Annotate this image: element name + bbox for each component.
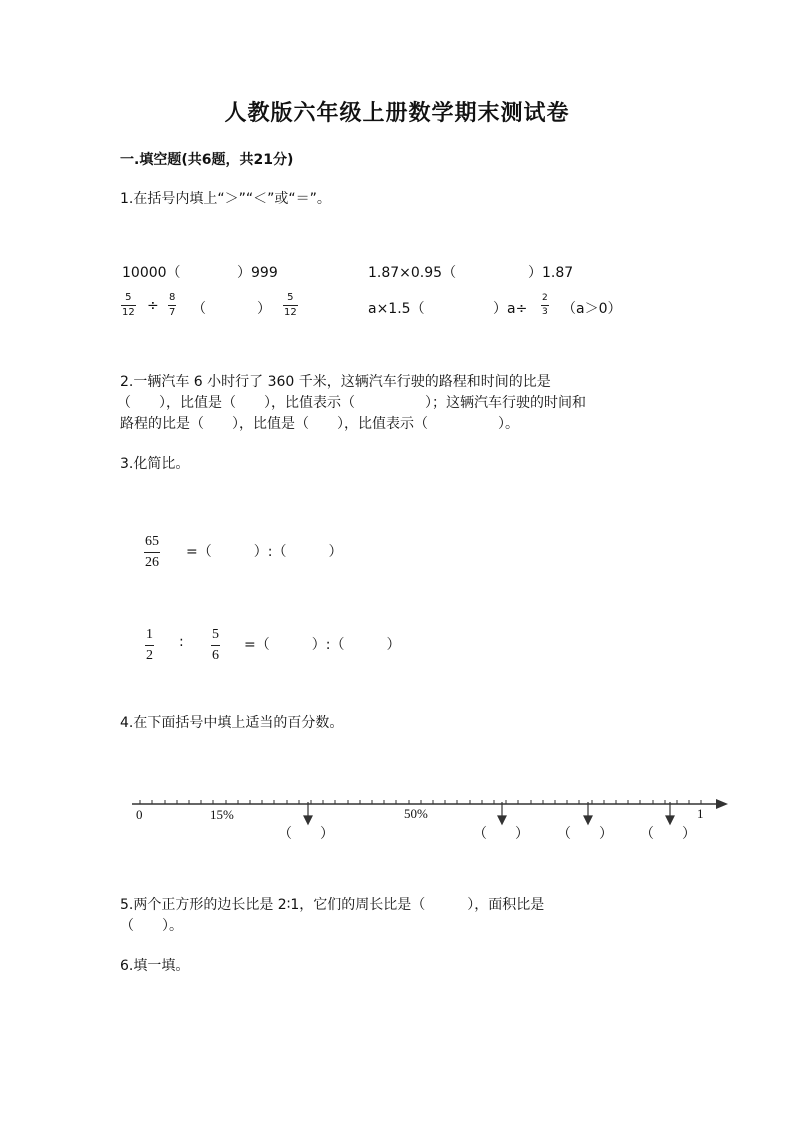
number-line-label-50-percent: 50% <box>404 806 428 821</box>
q1-blank-open: （ <box>192 301 206 317</box>
q1-condition: （a＞0） <box>562 301 622 317</box>
question-2-line-2: （ ），比值是（ ），比值表示（ ）；这辆汽车行驶的时间和 <box>117 395 586 411</box>
question-1-prompt: 1.在括号内填上“＞”“＜”或“＝”。 <box>120 191 331 207</box>
number-line-label-1: 1 <box>697 806 704 821</box>
q1-blank-close: ） <box>257 301 271 317</box>
number-line-label-0: 0 <box>136 807 143 822</box>
q1-divide-sign: ÷ <box>147 298 159 314</box>
question-6-prompt: 6.填一填。 <box>120 958 190 974</box>
q1-fraction-2-3: 2 3 <box>542 293 548 317</box>
number-line-down-arrows <box>304 802 674 824</box>
number-line-label-15-percent: 15% <box>210 807 234 822</box>
number-line-blank-3: （ ） <box>557 826 613 842</box>
question-2-line-1: 2.一辆汽车 6 小时行了 360 千米，这辆汽车行驶的路程和时间的比是 <box>120 374 551 390</box>
q1-fraction-5-12-b: 5 12 <box>284 292 297 318</box>
number-line-arrowhead <box>716 799 728 809</box>
question-3-prompt: 3.化简比。 <box>120 456 190 472</box>
number-line-blank-4: （ ） <box>640 826 696 842</box>
question-5-line-1: 5.两个正方形的边长比是 2∶1，它们的周长比是（ ），面积比是 <box>120 897 545 913</box>
number-line-blank-2: （ ） <box>473 826 529 842</box>
section-heading: 一.填空题(共6题，共21分) <box>120 152 294 168</box>
number-line-blank-1: （ ） <box>278 826 334 842</box>
q3-fraction-5-6: 5 6 <box>212 627 219 663</box>
q3-colon: : <box>179 634 184 650</box>
q1-compare-b-right: ）1.87 <box>528 265 574 281</box>
q3-fraction-65-26: 65 26 <box>145 534 159 570</box>
question-2-line-3: 路程的比是（ ），比值是（ ），比值表示（ ）。 <box>120 416 519 432</box>
page-title: 人教版六年级上册数学期末测试卷 <box>224 100 570 126</box>
q1-compare-a-right: ）999 <box>237 265 278 281</box>
q1-fraction-8-7: 8 7 <box>169 292 176 318</box>
q1-fraction-5-12-a: 5 12 <box>122 292 135 318</box>
q1-compare-d-mid: ）a÷ <box>493 301 528 317</box>
q3-expression-1-blanks: =（ ）:（ ） <box>186 544 343 560</box>
question-5-line-2: （ ）。 <box>120 918 183 934</box>
question-4-prompt: 4.在下面括号中填上适当的百分数。 <box>120 715 344 731</box>
q1-compare-b-left: 1.87×0.95（ <box>368 265 457 281</box>
q3-expression-2-blanks: =（ ）:（ ） <box>244 637 401 653</box>
q3-fraction-1-2: 1 2 <box>146 627 153 663</box>
q1-compare-a-left: 10000（ <box>122 265 181 281</box>
q1-compare-d-left: a×1.5（ <box>368 301 425 317</box>
